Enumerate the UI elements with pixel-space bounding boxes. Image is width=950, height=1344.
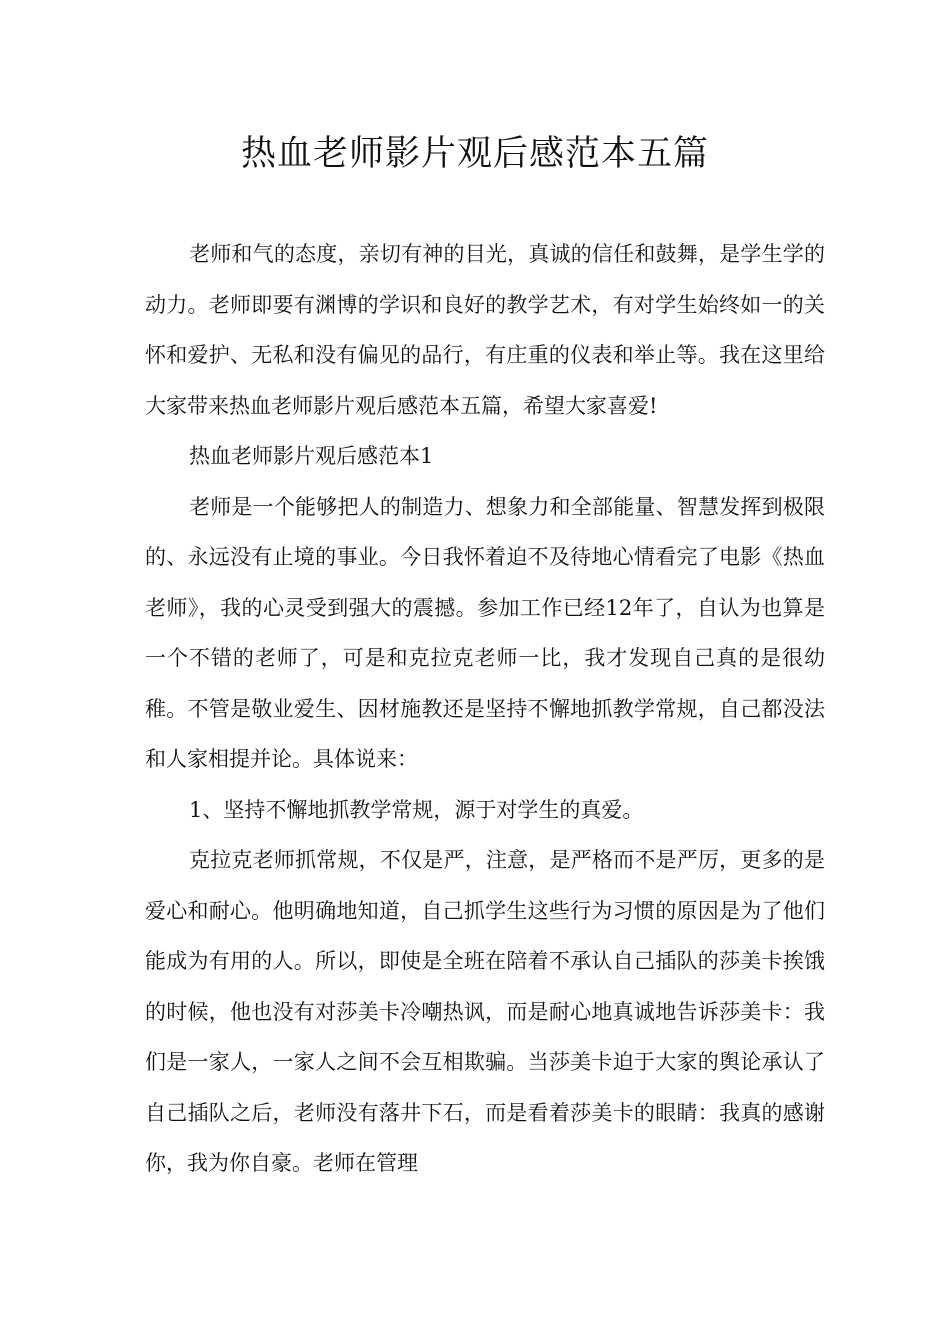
intro-paragraph: 老师和气的态度，亲切有神的目光，真诚的信任和鼓舞，是学生学的动力。老师即要有渊博的学识和良好的教学艺术，有对学生始终如一的关怀和爱护、无私和没有偏见的品行，有庄重的仪表和举止等。我在这里给大家带来热血老师影片观后感范本五篇，希望大家喜爱! (145, 242, 825, 418)
body-paragraph: 老师是一个能够把人的制造力、想象力和全部能量、智慧发挥到极限的、永远没有止境的事业。今日我怀着迫不及待地心情看完了电影《热血老师》，我的心灵受到强大的震撼。参加工作已经12年了，自认为也算是一个不错的老师了，可是和克拉克老师一比，我才发现自己真的是很幼稚。不管是敬业爱生、因材施教还是坚持不懈地抓教学常规，自己都没法和人家相提并论。具体说来： (145, 494, 825, 771)
point-heading: 1、坚持不懈地抓教学常规，源于对学生的真爱。 (189, 797, 644, 822)
section-heading: 热血老师影片观后感范本1 (189, 444, 434, 468)
document-body (145, 229, 825, 1189)
document-title: 热血老师影片观后感范本五篇 (240, 134, 709, 174)
body-paragraph: 克拉克老师抓常规，不仅是严，注意，是严格而不是严厉，更多的是爱心和耐心。他明确地知道，自己抓学生这些行为习惯的原因是为了他们能成为有用的人。所以，即使是全班在陪着不承认自己插队的莎美卡挨饿的时候，他也没有对莎美卡冷嘲热讽，而是耐心地真诚地告诉莎美卡：我们是一家人，一家人之间不会互相欺骗。当莎美卡迫于大家的舆论承认了自己插队之后，老师没有落井下石，而是看着莎美卡的眼睛：我真的感谢你，我为你自豪。老师在管理 (145, 848, 825, 1175)
